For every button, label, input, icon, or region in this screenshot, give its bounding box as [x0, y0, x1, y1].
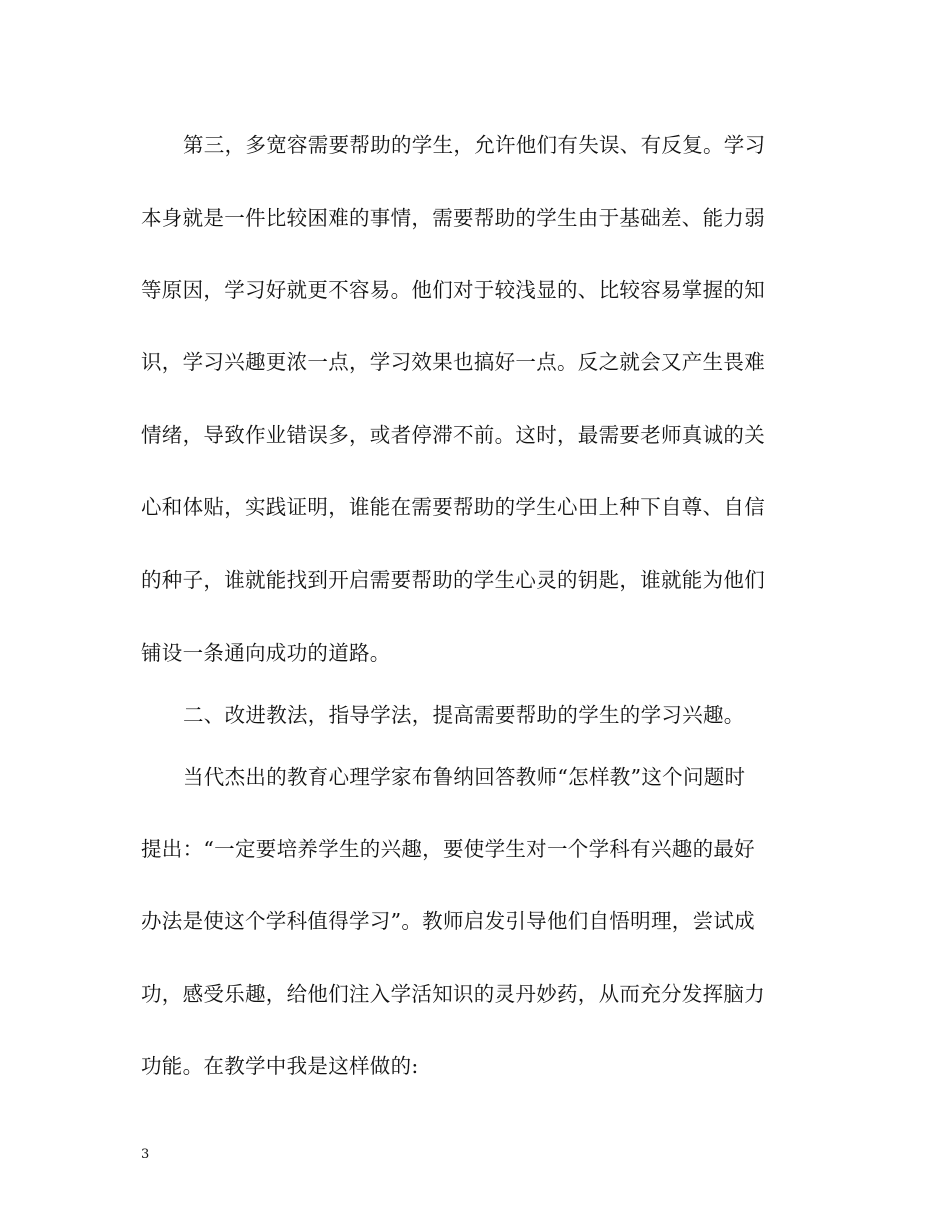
paragraph-line: 的种子，谁就能找到开启需要帮助的学生心灵的钥匙，谁就能为他们 — [141, 568, 765, 592]
paragraph-line: 当代杰出的教育心理学家布鲁纳回答教师“怎样教”这个问题时 — [183, 765, 746, 789]
page-number: 3 — [141, 1147, 150, 1162]
paragraph-line: 情绪，导致作业错误多，或者停滞不前。这时，最需要老师真诚的关 — [141, 423, 765, 447]
paragraph-line: 等原因，学习好就更不容易。他们对于较浅显的、比较容易掌握的知 — [141, 278, 765, 302]
paragraph-line: 识，学习兴趣更浓一点，学习效果也搞好一点。反之就会又产生畏难 — [141, 350, 765, 374]
paragraph-line: 提出：“一定要培养学生的兴趣，要使学生对一个学科有兴趣的最好 — [141, 837, 755, 861]
paragraph-line: 心和体贴，实践证明，谁能在需要帮助的学生心田上种下自尊、自信 — [141, 495, 765, 519]
section-heading: 二、改进教法，指导学法，提高需要帮助的学生的学习兴趣。 — [183, 703, 745, 727]
paragraph-line: 功能。在教学中我是这样做的: — [141, 1054, 419, 1078]
paragraph-line: 本身就是一件比较困难的事情，需要帮助的学生由于基础差、能力弱 — [141, 206, 765, 230]
paragraph-line: 功，感受乐趣，给他们注入学活知识的灵丹妙药，从而充分发挥脑力 — [141, 982, 765, 1006]
paragraph-line: 办法是使这个学科值得学习”。教师启发引导他们自悟明理，尝试成 — [141, 909, 755, 933]
paragraph-line: 第三，多宽容需要帮助的学生，允许他们有失误、有反复。学习 — [183, 133, 766, 157]
paragraph-line: 铺设一条通向成功的道路。 — [141, 641, 391, 665]
